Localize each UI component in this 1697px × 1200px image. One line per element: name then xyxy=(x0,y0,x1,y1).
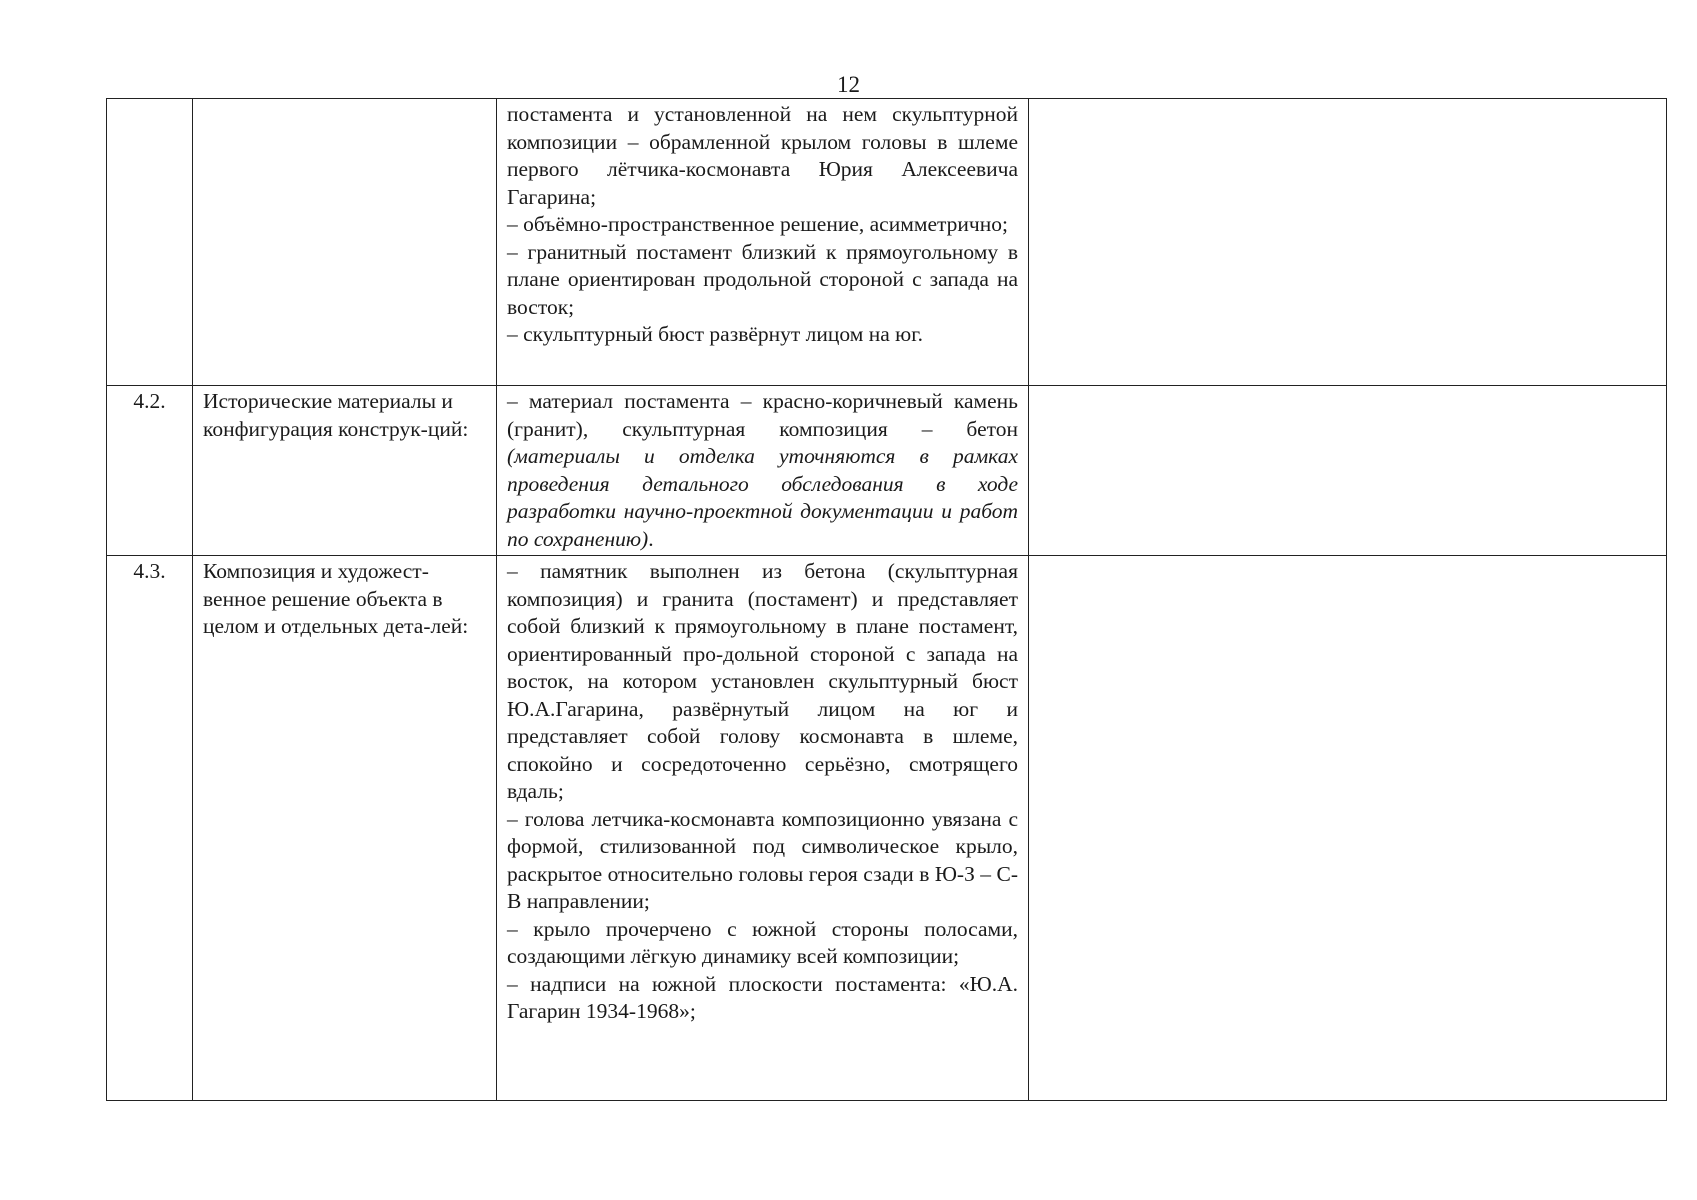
description-paragraph: – гранитный постамент близкий к прямоугольному в плане ориентирован продольной стороной с запада на восток; xyxy=(507,239,1018,319)
description-paragraph: – скульптурный бюст развёрнут лицом на юг. xyxy=(507,322,923,346)
description-paragraph: – объёмно-пространственное решение, асимметрично; xyxy=(507,212,1008,236)
row-number-cell xyxy=(107,99,193,386)
row-notes-cell xyxy=(1029,386,1667,556)
page-number: 12 xyxy=(837,72,860,97)
table-row xyxy=(107,99,1667,386)
row-description-cell xyxy=(497,99,1029,386)
table-row xyxy=(107,386,1667,556)
table-row xyxy=(107,556,1667,1101)
materials-text-end: . xyxy=(648,526,654,551)
materials-note: (материалы и отделка уточняются в рамках проведения детального обследования в ходе разработки научно-проектной документации и работ по сохранению) xyxy=(507,444,1018,551)
description-paragraph: – крыло прочерчено с южной стороны полосами, создающими лёгкую динамику всей композиции; xyxy=(507,916,1018,968)
materials-text: – материал постамента – красно-коричневый камень (гранит), скульптурная композиция – бетон xyxy=(507,389,1018,441)
row-number-cell: 4.3. xyxy=(107,556,193,1101)
description-paragraph: постамента и установленной на нем скульптурной композиции – обрамленной крылом головы в шлеме первого лётчика-космонавта Юрия Алексеевича Гагарина; xyxy=(507,102,1018,209)
row-notes-cell xyxy=(1029,99,1667,386)
description-paragraph xyxy=(507,388,1018,553)
row-title-cell: Композиция и художест-венное решение объекта в целом и отдельных дета-лей: xyxy=(193,556,497,1101)
row-description-cell xyxy=(497,556,1029,1101)
description-paragraph: – голова летчика-космонавта композиционно увязана с формой, стилизованной под символическое крыло, раскрытое относительно головы героя сзади в Ю-З – С-В направлении; xyxy=(507,806,1018,913)
description-paragraph: – памятник выполнен из бетона (скульптурная композиция) и гранита (постамент) и представляет собой близкий к прямоугольному в плане постамент, ориентированный про-дольной стороной с запада на восток, на котором установлен скульптурный бюст Ю.А.Гагарина, развёрнутый лицом на юг и представляет собой голову космонавта в шлеме, спокойно и сосредоточенно серьёзно, смотрящего вдаль; xyxy=(507,559,1018,803)
row-title-cell: Исторические материалы и конфигурация конструк-ций: xyxy=(193,386,497,556)
row-title-cell xyxy=(193,99,497,386)
object-description-table xyxy=(106,98,1667,1101)
row-description-cell xyxy=(497,386,1029,556)
description-paragraph: – надписи на южной плоскости постамента: «Ю.А. Гагарин 1934-1968»; xyxy=(507,971,1018,1023)
row-number-cell: 4.2. xyxy=(107,386,193,556)
row-notes-cell xyxy=(1029,556,1667,1101)
